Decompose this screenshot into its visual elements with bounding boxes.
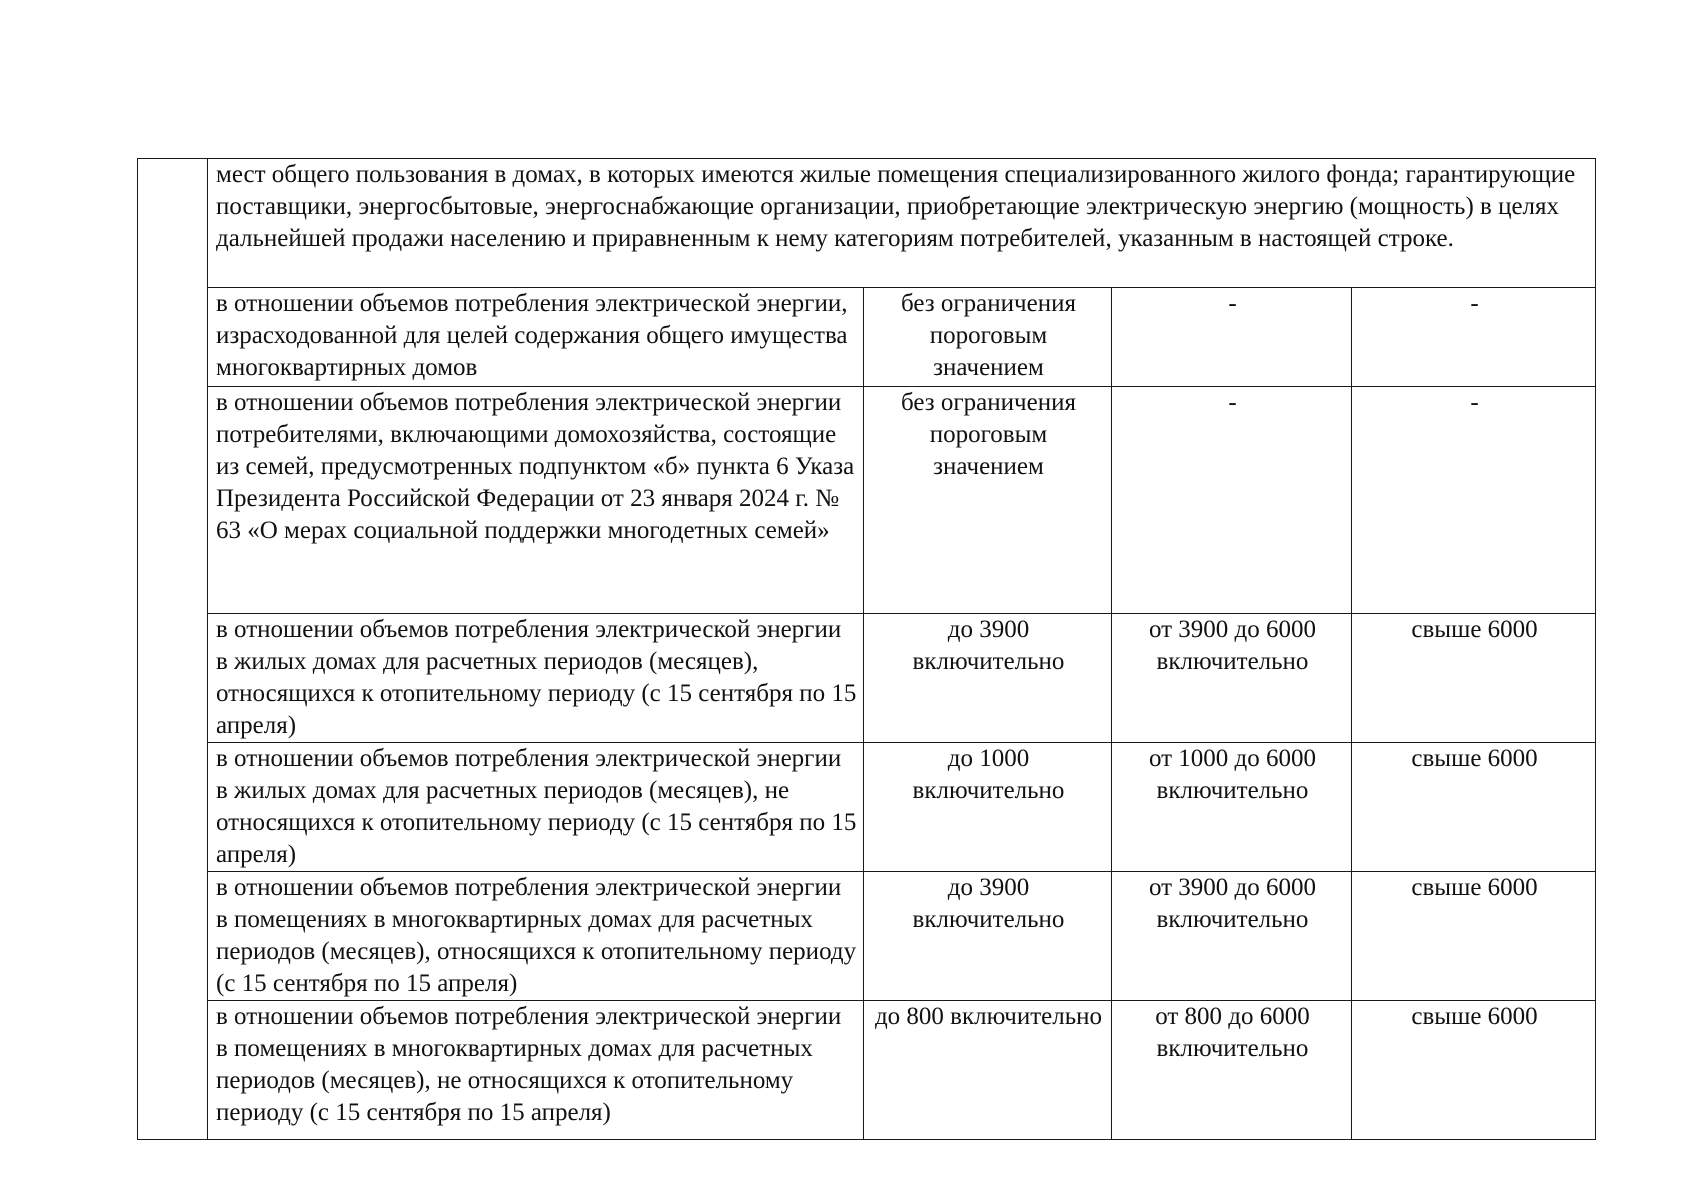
table-row [138, 743, 1596, 872]
range-cell-3: - [1352, 288, 1596, 387]
range-cell-3: свыше 6000 [1352, 614, 1596, 743]
row-description: в отношении объемов потребления электрической энергии в жилых домах для расчетных периодов (месяцев), не относящихся к отопительному периоду (с 15 сентября по 15 апреля) [208, 743, 864, 872]
range-cell-2: от 1000 до 6000 включительно [1112, 743, 1352, 872]
row-number-cell [138, 159, 208, 1140]
row-description: в отношении объемов потребления электрической энергии в жилых домах для расчетных периодов (месяцев), относящихся к отопительному периоду (с 15 сентября по 15 апреля) [208, 614, 864, 743]
range-cell-3: свыше 6000 [1352, 1001, 1596, 1140]
range-cell-2: от 3900 до 6000 включительно [1112, 872, 1352, 1001]
range-cell-2: - [1112, 387, 1352, 614]
range-cell-1: до 800 включительно [864, 1001, 1112, 1140]
range-cell-1: без ограничения пороговым значением [864, 387, 1112, 614]
table-row [138, 1001, 1596, 1140]
intro-text: мест общего пользования в домах, в которых имеются жилые помещения специализированного жилого фонда; гарантирующие поставщики, энергосбытовые, энергоснабжающие организации, приобретающие электрическую энергию (мощность) в целях дальнейшей продажи населению и приравненным к нему категориям потребителей, указанным в настоящей строке. [208, 159, 1596, 288]
range-cell-1: до 3900 включительно [864, 614, 1112, 743]
table-row-intro [138, 159, 1596, 288]
consumption-threshold-table [137, 158, 1596, 1140]
range-cell-3: свыше 6000 [1352, 872, 1596, 1001]
range-cell-2: - [1112, 288, 1352, 387]
table-row [138, 288, 1596, 387]
table-row [138, 614, 1596, 743]
row-description: в отношении объемов потребления электрической энергии потребителями, включающими домохозяйства, состоящие из семей, предусмотренных подпунктом «б» пункта 6 Указа Президента Российской Федерации от 23 января 2024 г. № 63 «О мерах социальной поддержки многодетных семей» [208, 387, 864, 614]
range-cell-2: от 800 до 6000 включительно [1112, 1001, 1352, 1140]
range-cell-1: до 3900 включительно [864, 872, 1112, 1001]
row-description: в отношении объемов потребления электрической энергии в помещениях в многоквартирных домах для расчетных периодов (месяцев), относящихся к отопительному периоду (с 15 сентября по 15 апреля) [208, 872, 864, 1001]
row-description: в отношении объемов потребления электрической энергии, израсходованной для целей содержания общего имущества многоквартирных домов [208, 288, 864, 387]
range-cell-1: до 1000 включительно [864, 743, 1112, 872]
range-cell-3: свыше 6000 [1352, 743, 1596, 872]
range-cell-3: - [1352, 387, 1596, 614]
range-cell-1: без ограничения пороговым значением [864, 288, 1112, 387]
row-description: в отношении объемов потребления электрической энергии в помещениях в многоквартирных домах для расчетных периодов (месяцев), не относящихся к отопительному периоду (с 15 сентября по 15 апреля) [208, 1001, 864, 1140]
table-row [138, 387, 1596, 614]
table-row [138, 872, 1596, 1001]
range-cell-2: от 3900 до 6000 включительно [1112, 614, 1352, 743]
